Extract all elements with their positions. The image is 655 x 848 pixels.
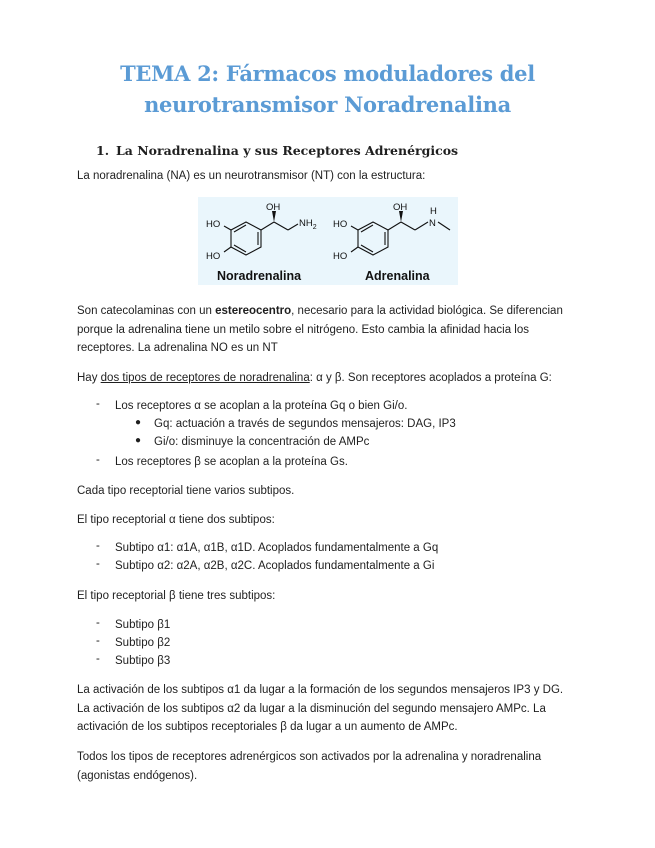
alpha-subtypes-intro: El tipo receptorial α tiene dos subtipos:	[77, 514, 275, 526]
structure-figure	[198, 197, 458, 285]
title-line-2: neurotransmisor Noradrenalina	[144, 92, 511, 117]
noradrenaline-nh2-label: $NH_2$	[299, 218, 317, 231]
receptors-intro-text-2: : α y β. Son receptores acoplados a proteína G:	[309, 372, 552, 384]
adrenaline-ring	[358, 222, 388, 255]
section-heading	[96, 143, 458, 158]
list-dash: -	[96, 617, 100, 629]
receptors-intro	[77, 369, 582, 388]
stereocenter-term: estereocentro	[215, 305, 292, 317]
list-bullet: ●	[135, 417, 142, 428]
beta-subtype-item: Subtipo β1	[115, 619, 171, 631]
receptors-intro-underlined: dos tipos de receptores de noradrenalina	[100, 372, 310, 384]
receptor-beta-item: Los receptores β se acoplan a la proteína Gs.	[115, 456, 348, 468]
alpha-subtype-item: Subtipo α1: α1A, α1B, α1D. Acoplados fundamentalmente a Gq	[115, 542, 439, 554]
adrenaline-n-label: N	[429, 218, 436, 229]
activation-paragraph	[77, 681, 597, 737]
final-line-2: (agonistas endógenos).	[77, 769, 198, 782]
adrenaline-label: Adrenalina	[365, 269, 430, 283]
receptors-intro-text-1: Hay	[77, 372, 101, 384]
adrenaline-h-label: H	[430, 206, 437, 217]
beta-subtype-item: Subtipo β2	[115, 637, 171, 649]
receptor-gq-item: Gq: actuación a través de segundos mensajeros: DAG, IP3	[154, 418, 456, 430]
activation-line-1: La activación de los subtipos α1 da lugar a la formación de los segundos mensajeros IP3 y DG.	[77, 684, 564, 696]
final-paragraph	[77, 748, 597, 785]
catecholamine-paragraph	[77, 302, 582, 358]
alpha-subtype-item: Subtipo α2: α2A, α2B, α2C. Acoplados fundamentalmente a Gi	[115, 560, 435, 572]
page-title	[0, 58, 655, 120]
intro-paragraph: La noradrenalina (NA) es un neurotransmisor (NT) con la estructura:	[77, 170, 426, 182]
receptor-alpha-item: Los receptores α se acoplan a la proteína Gq o bien Gi/o.	[115, 400, 408, 412]
list-dash: -	[96, 558, 100, 570]
catechol-text-4: receptores. La adrenalina NO es un NT	[77, 342, 278, 354]
section-number: 1.	[96, 143, 110, 158]
activation-line-3: activación de los subtipos receptoriales β da lugar a un aumento de AMPc.	[77, 721, 458, 733]
adrenaline-oh-label: OH	[393, 202, 408, 213]
section-title: La Noradrenalina y sus Receptores Adrenérgicos	[116, 143, 459, 158]
catechol-text-2: , necesario para la actividad biológica. Se diferencian	[291, 305, 563, 317]
catechol-text-3: porque la adrenalina tiene un metilo sobre el nitrógeno. Esto cambia la afinidad hacia los	[77, 323, 529, 336]
catechol-text-1: Son catecolaminas con un	[77, 305, 216, 317]
adrenaline-ho-bottom-label: HO	[333, 251, 348, 262]
list-dash: -	[96, 635, 100, 647]
list-dash: -	[96, 653, 100, 665]
noradrenaline-oh-label: OH	[266, 202, 281, 213]
list-dash: -	[96, 454, 100, 466]
beta-subtype-item: Subtipo β3	[115, 655, 171, 667]
title-line-1: TEMA 2: Fármacos moduladores del	[120, 61, 535, 86]
final-line-1: Todos los tipos de receptores adrenérgicos son activados por la adrenalina y noradrenalina	[77, 751, 542, 763]
noradrenaline-structure	[224, 222, 298, 255]
list-dash: -	[96, 540, 100, 552]
noradrenaline-ho-top-label: HO	[206, 219, 221, 230]
beta-subtypes-intro: El tipo receptorial β tiene tres subtipos:	[77, 590, 276, 602]
noradrenaline-ho-bottom-label: HO	[206, 251, 221, 262]
noradrenaline-ring	[231, 222, 261, 255]
list-dash: -	[96, 398, 100, 410]
receptor-gio-item: Gi/o: disminuye la concentración de AMPc	[154, 436, 370, 448]
activation-line-2: La activación de los subtipos α2 da lugar a la disminución del segundo mensajero AMPc. La	[77, 702, 546, 715]
noradrenaline-label: Noradrenalina	[217, 269, 302, 283]
subtypes-intro: Cada tipo receptorial tiene varios subtipos.	[77, 485, 295, 497]
list-bullet: ●	[135, 435, 142, 446]
adrenaline-ho-top-label: HO	[333, 219, 348, 230]
